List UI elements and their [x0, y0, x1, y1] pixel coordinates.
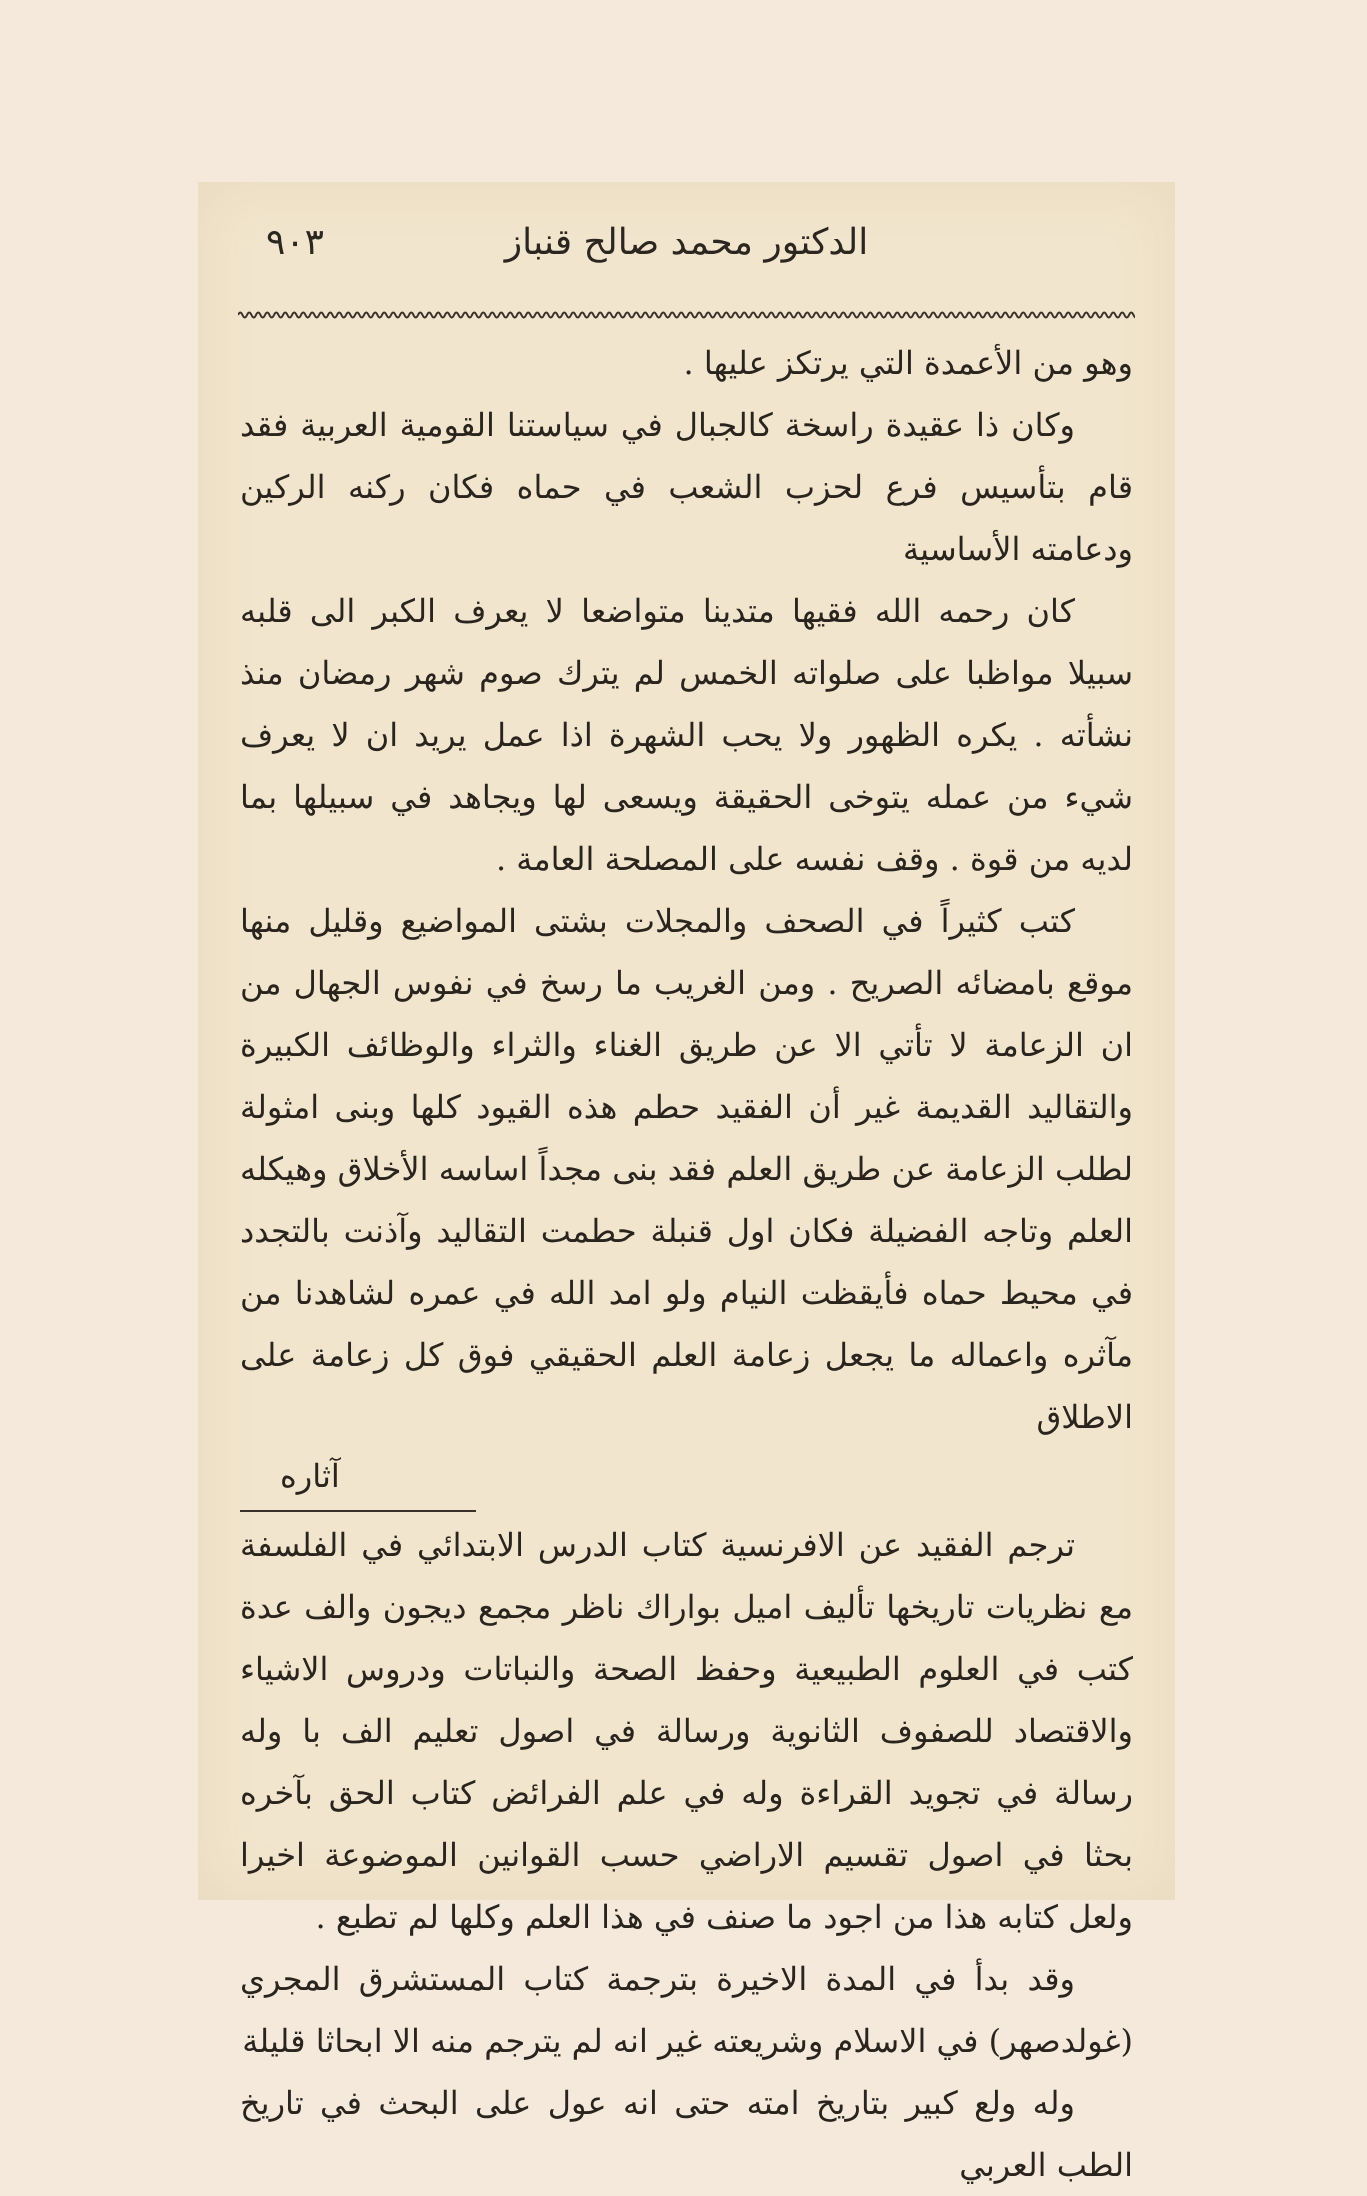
running-head — [238, 222, 1135, 282]
book-page — [198, 182, 1175, 2184]
section-heading: آثاره — [280, 1457, 340, 1495]
running-head-author: الدكتور محمد صالح قنباز — [504, 222, 869, 263]
page-number: ٩٠٣ — [266, 222, 325, 263]
paragraph: كان رحمه الله فقيها متدينا متواضعا لا يعرف الكبر الى قلبه سبيلا مواظبا على صلواته الخمس لم يترك صوم شهر رمضان منذ نشأته . يكره الظهور ولا يحب الشهرة اذا عمل يريد ان لا يعرف شيء من عمله يتوخى الحقيقة ويسعى لها ويجاهد في سبيلها بما لديه من قوة . وقف نفسه على المصلحة العامة . — [240, 592, 1133, 878]
paragraph: وله ولع كبير بتاريخ امته حتى انه عول على البحث في تاريخ الطب العربي — [240, 2084, 1133, 2184]
wavy-divider — [238, 308, 1135, 322]
paragraph: وكان ذا عقيدة راسخة كالجبال في سياستنا القومية العربية فقد قام بتأسيس فرع لحزب الشعب في حماه فكان ركنه الركين ودعامته الأساسية — [240, 406, 1134, 568]
section-rule — [240, 1510, 476, 1512]
paragraph: وقد بدأ في المدة الاخيرة بترجمة كتاب المستشرق المجري (غولدصهر) في الاسلام وشريعته غير انه لم يترجم منه الا ابحاثا قليلة — [240, 1960, 1133, 2060]
paragraph: كتب كثيراً في الصحف والمجلات بشتى المواضيع وقليل منها موقع بامضائه الصريح . ومن الغريب ما رسخ في نفوس الجهال من ان الزعامة لا تأتي الا عن طريق الغناء والثراء والوظائف الكبيرة والتقاليد القديمة غير أن الفقيد حطم هذه القيود كلها وبنى امثولة لطلب الزعامة عن طريق العلم فقد بنى مجداً اساسه الأخلاق وهيكله العلم وتاجه الفضيلة فكان اول قنبلة حطمت التقاليد وآذنت بالتجدد في محيط حماه فأيقظت النيام ولو امد الله في عمره لشاهدنا من مآثره واعماله ما يجعل زعامة العلم الحقيقي فوق كل زعامة على الاطلاق — [240, 902, 1134, 1436]
body-text — [240, 332, 1133, 2196]
section-rule-wrap — [240, 1504, 1133, 1514]
paragraph: ترجم الفقيد عن الافرنسية كتاب الدرس الابتدائي في الفلسفة مع نظريات تاريخها تأليف اميل بواراك ناظر مجمع ديجون والف عدة كتب في العلوم الطبيعية وحفظ الصحة والنباتات ودروس الاشياء والاقتصاد للصفوف الثانوية ورسالة في اصول تعليم الف با وله رسالة في تجويد القراءة وله في علم الفرائض كتاب الحق بآخره بحثا في اصول تقسيم الاراضي حسب القوانين الموضوعة اخيرا ولعل كتابه هذا من اجود ما صنف في هذا العلم وكلها لم تطبع . — [240, 1526, 1134, 1936]
paragraph: وهو من الأعمدة التي يرتكز عليها . — [683, 344, 1133, 382]
